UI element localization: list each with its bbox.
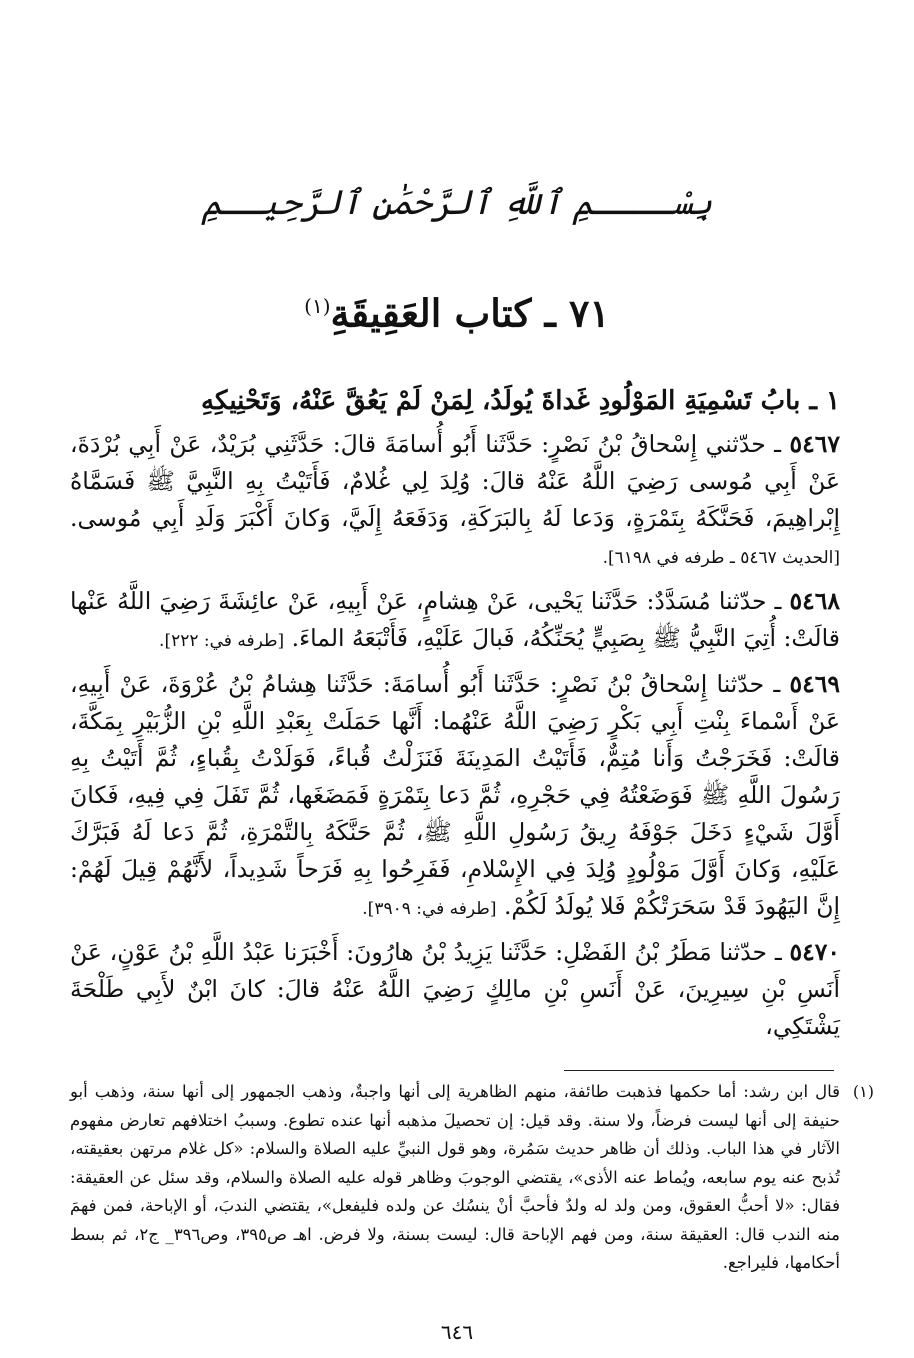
footnote <box>70 1078 874 1278</box>
hadith-text: ـ حدّثني إِسْحاقُ بْنُ نَصْرٍ: حَدَّثَنا أَبُو أُسامَةَ قالَ: حَدَّثَنِي بُرَيْدٌ، عَنْ أَبِي بُرْدَةَ، عَنْ أَبِي مُوسى رَضِيَ اللَّهُ عَنْهُ قالَ: وُلِدَ لِي غُلامٌ، فَأَتَيْتُ بِهِ النَّبِيَّ ﷺ فَسَمَّاهُ إِبْراهِيمَ، فَحَنَّكَهُ بِتَمْرَةٍ، وَدَعا لَهُ بِالبَرَكَةِ، وَدَفَعَهُ إِلَيَّ، وَكانَ أَكْبَرَ وَلَدِ أَبِي مُوسى. <box>70 430 840 532</box>
hadith-number: ٥٤٧٠ <box>789 938 840 966</box>
hadith-paragraph <box>70 583 840 660</box>
hadith-reference: [طرفه في: ٢٢٢]. <box>159 631 285 651</box>
hadith-number: ٥٤٦٩ <box>789 670 840 698</box>
hadith-text: ـ حدّثنا إِسْحاقُ بْنُ نَصْرٍ: حَدَّثَنا أَبُو أُسامَةَ: حَدَّثَنا هِشامُ بْنُ عُرْوَةَ، عَنْ أَبِيهِ، عَنْ أَسْماءَ بِنْتِ أَبِي بَكْرٍ رَضِيَ اللَّهُ عَنْهُما: أَنَّها حَمَلَتْ بِعَبْدِ اللَّهِ بْنِ الزُّبَيْرِ بِمَكَّةَ، قالَتْ: فَخَرَجْتُ وَأَنا مُتِمٌّ، فَأَتَيْتُ المَدِينَةَ فَنَزَلْتُ قُباءً، فَوَلَدْتُ بِقُباءٍ، ثُمَّ أَتَيْتُ بِهِ رَسُولَ اللَّهِ ﷺ فَوَضَعْتُهُ فِي حَجْرِهِ، ثُمَّ دَعا بِتَمْرَةٍ فَمَضَغَها، ثُمَّ تَفَلَ فِي فِيهِ، فَكانَ أَوَّلَ شَيْءٍ دَخَلَ جَوْفَهُ رِيقُ رَسُولِ اللَّهِ ﷺ، ثُمَّ حَنَّكَهُ بِالتَّمْرَةِ، ثُمَّ دَعا لَهُ فَبَرَّكَ عَلَيْهِ، وَكانَ أَوَّلَ مَوْلُودٍ وُلِدَ فِي الإِسْلامِ، فَفَرِحُوا بِهِ فَرَحاً شَدِيداً، لأَنَّهُمْ قِيلَ لَهُمْ: إِنَّ اليَهُودَ قَدْ سَحَرَتْكُمْ فَلا يُولَدُ لَكُمْ. <box>70 670 840 920</box>
hadith-reference: [طرفه في: ٣٩٠٩]. <box>362 899 497 919</box>
footnote-reference: (١) <box>304 294 331 318</box>
hadith-paragraph <box>70 934 840 1048</box>
hadith-number: ٥٤٦٧ <box>789 430 840 458</box>
main-text <box>70 380 840 1054</box>
chapter-title <box>0 278 914 342</box>
hadith-text: ـ حدّثنا مَطَرُ بْنُ الفَضْلِ: حَدَّثَنا يَزِيدُ بْنُ هارُونَ: أَخْبَرَنا عَبْدُ اللَّهِ بْنُ عَوْنٍ، عَنْ أَنَسِ بْنِ سِيرِينَ، عَنْ أَنَسِ بْنِ مالِكٍ رَضِيَ اللَّهُ عَنْهُ قالَ: كانَ ابْنٌ لأَبِي طَلْحَةَ يَشْتَكِي، <box>70 938 840 1040</box>
chapter-title-text: ٧١ ـ كتاب العَقِيقَةِ <box>330 290 610 336</box>
hadith-number: ٥٤٦٨ <box>789 587 840 615</box>
hadith-paragraph <box>70 426 840 577</box>
basmala: بِسْــــمِ ٱللَّهِ ٱلرَّحْمَٰنِ ٱلرَّحِيــمِ <box>201 183 713 223</box>
hadith-text: ـ حدّثنا مُسَدَّدٌ: حَدَّثَنا يَحْيى، عَنْ هِشامٍ، عَنْ أَبِيهِ، عَنْ عائِشَةَ رَضِيَ اللَّهُ عَنْها قالَتْ: أُتِيَ النَّبِيُّ ﷺ بِصَبِيٍّ يُحَنِّكُهُ، فَبالَ عَلَيْهِ، فَأَتْبَعَهُ الماءَ. <box>70 587 840 652</box>
footnote-text: قال ابن رشد: أما حكمها فذهبت طائفة، منهم الظاهرية إلى أنها واجبةٌ، وذهب الجمهور إلى أنها سنة، وذهب أبو حنيفة إلى أنها ليست فرضاً، ولا سنة. وقد قيل: إن تحصيلَ مذهبه أنها عنده تطوع. وسببُ اختلافهم تعارض مفهوم الآثار في هذا الباب. وذلك أن ظاهر حديث سَمُرة، وهو قول النبيِّ عليه الصلاة والسلام: «كل غلام مرتهن بعقيقته، تُذبح عنه يوم سابعه، ويُماط عنه الأذى»، يقتضي الوجوبَ وظاهر قوله عليه الصلاة والسلام، وقد سئل عن العقيقة: فقال: «لا أحبُّ العقوق، ومن ولد له ولدٌ فأحبَّ أنْ ينسُك عن ولده فليفعل»، يقتضي الندبَ، أو الإباحة، فمن فهمَ منه الندب قال: العقيقة سنة، ومن فهم الإباحة قال: ليست بسنة، ولا فرض. اهـ ص٣٩٥، وص٣٩٦_ ج٢، ثم بسط أحكامها، فليراجع. <box>70 1082 840 1272</box>
hadith-paragraph <box>70 666 840 928</box>
bab-heading: ١ ـ بابُ تَسْمِيَةِ المَوْلُودِ غَداةَ يُولَدُ، لِمَنْ لَمْ يَعُقَّ عَنْهُ، وَتَحْنِيكِهِ <box>201 386 840 416</box>
footnote-number: (١) <box>852 1082 874 1101</box>
footnote-separator <box>564 1070 834 1071</box>
page-number: ٦٤٦ <box>440 1320 474 1344</box>
hadith-reference: [الحديث ٥٤٦٧ ـ طرفه في ٦١٩٨]. <box>602 548 840 568</box>
